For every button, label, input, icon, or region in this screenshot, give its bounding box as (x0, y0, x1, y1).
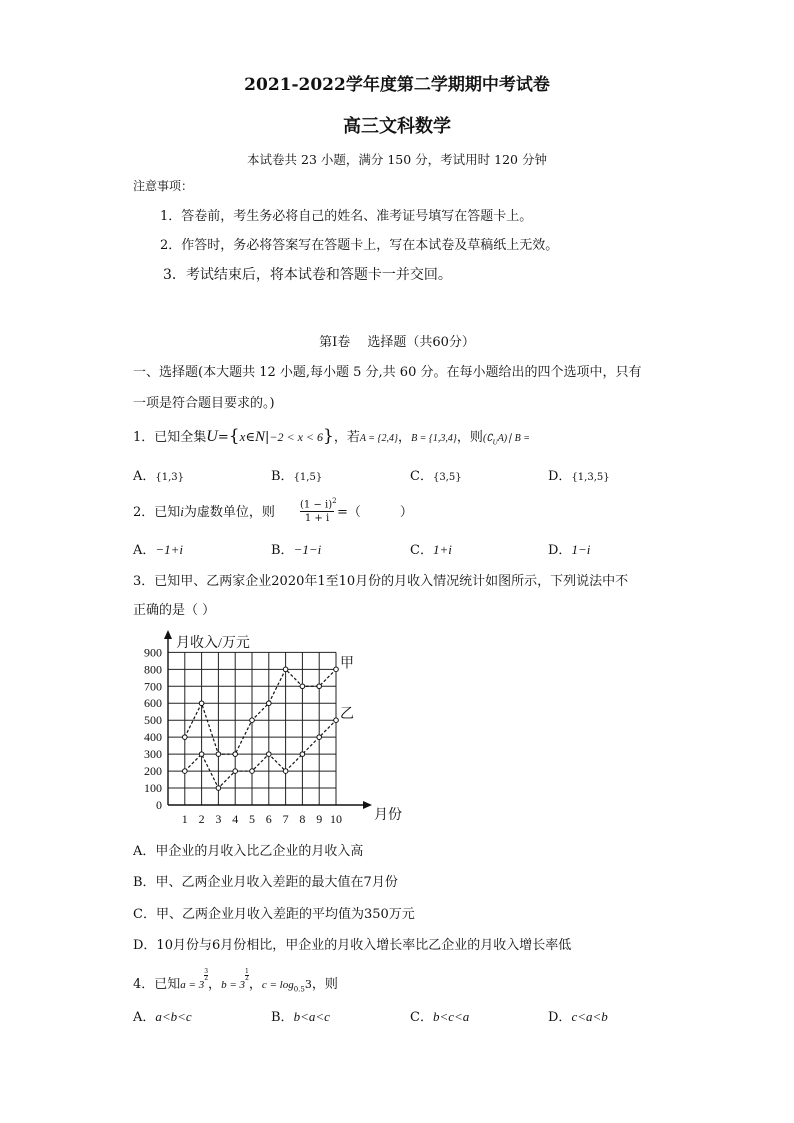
q1-option-c: C．{3,5} (410, 469, 462, 484)
income-chart (130, 630, 420, 838)
notice-item-1: 1．答卷前，考生务必将自己的姓名、准考证号填写在答题卡上。 (160, 209, 533, 224)
q4-option-b: B．b<a<c (271, 1009, 330, 1025)
q2-option-a: A．−1+i (133, 542, 184, 558)
q2-option-d: D．1−i (548, 542, 591, 558)
data-point (283, 769, 288, 774)
q3-option-d: D．10月份与6月份相比，甲企业的月收入增长率比乙企业的月收入增长率低 (133, 938, 572, 953)
q4-c: c = log (261, 979, 294, 991)
series-label: 乙 (340, 707, 354, 723)
q3-line-2: 正确的是（ ） (133, 603, 216, 618)
q3-line-1: 3．已知甲、乙两家企业2020年1至10月份的月收入情况统计如图所示，下列说法中不 (133, 574, 629, 589)
y-tick-label: 300 (144, 747, 162, 762)
q3-option-a: A．甲企业的月收入比乙企业的月收入高 (133, 844, 364, 859)
q2-option-c: C．1+i (410, 542, 452, 558)
y-tick-label: 700 (144, 679, 162, 694)
q4-b: b = 3 (221, 979, 245, 991)
data-point (199, 701, 204, 706)
q3-option-b: B．甲、乙两企业月收入差距的最大值在7月份 (133, 875, 398, 890)
data-point (267, 701, 272, 706)
q1-sep1: ，若 (333, 430, 360, 445)
y-tick-label: 100 (144, 781, 162, 796)
q1-brace-close: } (323, 426, 334, 446)
exam-subject: 高三文科数学 (343, 116, 451, 137)
q1-sep2: ， (398, 430, 412, 445)
notice-item-2: 2．作答时，务必将答案写在答题卡上，写在本试卷及草稿纸上无效。 (160, 238, 559, 253)
q2-option-b: B．−1−i (271, 542, 322, 558)
x-tick-label: 5 (249, 812, 255, 826)
data-point (250, 718, 255, 723)
q1-set-in: ∈ (245, 430, 255, 445)
x-tick-label: 8 (299, 812, 306, 826)
q1-option-a: A．{1,3} (133, 469, 185, 484)
section-title: 第Ⅰ卷 选择题（共60分） (319, 335, 475, 350)
q2-denominator: 1 + i (304, 513, 330, 525)
q2-fraction (300, 495, 337, 525)
notice-heading: 注意事项： (133, 179, 194, 193)
q4-a-exp: 3 2 (204, 968, 209, 982)
x-tick-label: 4 (232, 812, 239, 826)
q4-b-exp: 1 2 (245, 968, 249, 982)
q2-mid: 为虚数单位，则 (183, 505, 275, 520)
y-tick-label: 200 (144, 764, 162, 779)
q1-option-d: D．{1,3,5} (548, 469, 610, 484)
chart-labels (144, 634, 402, 826)
q4-prefix: 4．已知 (133, 977, 181, 992)
data-point (317, 684, 322, 689)
q1-set-N: N (254, 429, 265, 445)
chart-grid (168, 652, 336, 805)
data-point (216, 752, 221, 757)
data-point (300, 752, 305, 757)
q4-tail: ，则 (311, 977, 338, 992)
y-axis-arrow (164, 630, 172, 639)
y-tick-label: 600 (144, 696, 162, 711)
y-tick-label: 900 (144, 645, 162, 660)
chart-series (183, 667, 339, 790)
x-tick-label: 7 (282, 812, 289, 826)
y-axis-label: 月收入/万元 (176, 636, 250, 651)
q4-c-base: 0.5 (293, 985, 305, 994)
x-axis-arrow (363, 801, 372, 809)
notice-item-3: 3．考试结束后，将本试卷和答题卡一并交回。 (163, 267, 452, 283)
data-point (334, 667, 339, 672)
data-point (216, 786, 221, 791)
exam-title: 2021-2022学年度第二学期期中考试卷 (244, 75, 550, 95)
q1-set-cond: −2 < x < 6 (269, 430, 324, 444)
q2-tail: =（ ） (337, 505, 413, 520)
question-2 (133, 501, 275, 520)
data-point (199, 752, 204, 757)
data-point (233, 752, 238, 757)
q1-A: A = {2,4} (359, 433, 399, 444)
q1-expr: (∁ (482, 433, 493, 444)
q1-bar: | (265, 430, 270, 445)
data-point (334, 718, 339, 723)
x-axis-label: 月份 (374, 808, 402, 823)
data-point (250, 769, 255, 774)
data-point (233, 769, 238, 774)
q1-expr-sub: U (492, 438, 498, 447)
y-tick-label: 500 (144, 713, 162, 728)
q1-set-x: x (239, 429, 246, 444)
data-point (183, 769, 188, 774)
q4-option-d: D．c<a<b (548, 1009, 608, 1025)
q2-numerator: $(1 - i)^2$ (300, 497, 337, 511)
series-line (185, 669, 336, 754)
question-1 (133, 426, 530, 447)
q4-a: a = 3 (180, 979, 205, 991)
q4-option-c: C．b<c<a (410, 1009, 470, 1025)
q4-c-arg: 3 (304, 978, 312, 991)
x-tick-label: 6 (265, 812, 272, 826)
x-tick-label: 1 (181, 812, 188, 826)
q1-sep3: ，则 (456, 430, 483, 445)
section-intro-1: 一、选择题(本大题共 12 小题,每小题 5 分,共 60 分。在每小题给出的四个选项中，只有 (133, 365, 642, 380)
data-point (300, 684, 305, 689)
q2-prefix: 2．已知 (133, 505, 181, 520)
q1-expr-tail: A)∣ B = (497, 433, 530, 444)
q4-sep1: ， (208, 977, 222, 992)
data-point (183, 735, 188, 740)
y-tick-label: 0 (156, 798, 162, 812)
question-4 (133, 969, 338, 994)
y-tick-label: 800 (144, 662, 162, 677)
x-tick-label: 2 (198, 812, 205, 826)
x-tick-label: 9 (316, 812, 323, 826)
q2-i: i (180, 504, 184, 519)
q1-brace-open: { (228, 426, 240, 446)
q1-eq: = (217, 430, 229, 445)
q1-U: U (206, 428, 218, 445)
data-point (317, 735, 322, 740)
data-point (267, 752, 272, 757)
y-tick-label: 400 (144, 730, 162, 745)
q1-B: B = {1,3,4} (411, 433, 457, 444)
q1-option-b: B．{1,5} (271, 469, 323, 484)
q1-prefix: 1．已知全集 (133, 430, 207, 445)
q4-sep2: ， (248, 977, 262, 992)
exam-info: 本试卷共 23 小题，满分 150 分，考试用时 120 分钟 (247, 152, 547, 167)
x-tick-label: 10 (330, 812, 342, 826)
series-label: 甲 (340, 656, 354, 672)
x-tick-label: 3 (215, 812, 222, 826)
section-intro-2: 一项是符合题目要求的。) (133, 396, 275, 411)
q3-option-c: C．甲、乙两企业月收入差距的平均值为350万元 (133, 907, 415, 922)
q4-option-a: A．a<b<c (133, 1009, 192, 1025)
data-point (283, 667, 288, 672)
